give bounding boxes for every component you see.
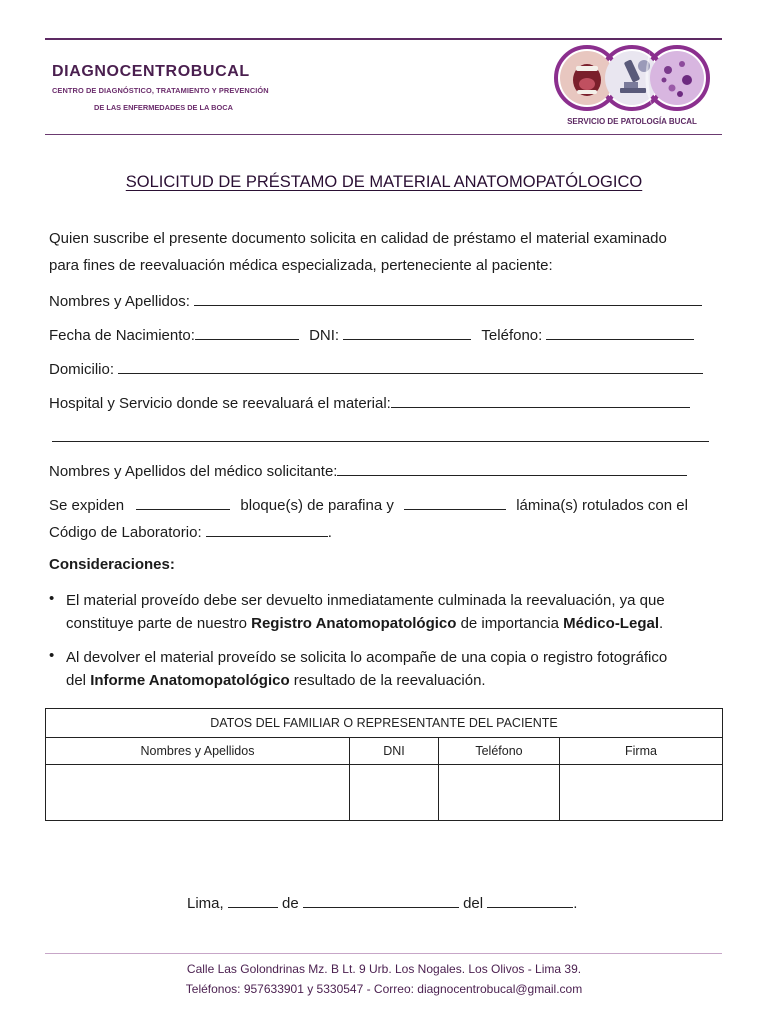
brand-subtitle-2: DE LAS ENFERMEDADES DE LA BOCA xyxy=(94,103,233,112)
hospital-blank-line-2[interactable] xyxy=(52,427,709,442)
considerations-heading: Consideraciones: xyxy=(49,556,175,573)
address-field xyxy=(49,359,703,378)
lab-code-field xyxy=(49,522,332,541)
date-de: de xyxy=(282,895,299,912)
consideration-1-bold-1: Registro Anatomopatológico xyxy=(251,615,457,632)
hospital-blank[interactable] xyxy=(391,393,690,408)
brand-block xyxy=(52,63,269,112)
paraffin-blocks-blank[interactable] xyxy=(136,495,230,510)
consideration-2-pre: del xyxy=(66,672,91,689)
patient-names-label: Nombres y Apellidos: xyxy=(49,293,190,310)
consideration-1-mid: de importancia xyxy=(456,615,564,632)
footer-contact: Teléfonos: 957633901 y 5330547 - Correo: diagnocentrobucal@gmail.com xyxy=(185,982,583,996)
brand-name: DIAGNOCENTROBUCAL xyxy=(52,63,250,80)
consideration-2-line-2 xyxy=(66,669,726,692)
bullet-1-icon: • xyxy=(49,590,55,607)
footer-address: Calle Las Golondrinas Mz. B Lt. 9 Urb. Los Nogales. Los Olivos - Lima 39. xyxy=(186,962,582,976)
header-top-rule xyxy=(45,38,722,40)
cell-signature[interactable] xyxy=(560,765,723,821)
family-table-title: DATOS DEL FAMILIAR O REPRESENTANTE DEL PACIENTE xyxy=(46,709,723,738)
intro-line-2: para fines de reevaluación médica especializada, perteneciente al paciente: xyxy=(49,257,553,274)
date-del: del xyxy=(463,895,484,912)
address-label: Domicilio: xyxy=(49,361,115,378)
column-header-names: Nombres y Apellidos xyxy=(46,738,350,765)
date-end: . xyxy=(573,895,578,912)
consideration-1 xyxy=(66,589,726,635)
slides-blank[interactable] xyxy=(404,495,506,510)
phone-label: Teléfono: xyxy=(481,327,543,344)
doctor-blank[interactable] xyxy=(337,461,687,476)
lab-code-label: Código de Laboratorio: xyxy=(49,524,202,541)
birth-dni-phone-row xyxy=(49,325,694,344)
logo-caption: SERVICIO DE PATOLOGÍA BUCAL xyxy=(567,117,697,126)
consideration-1-end: . xyxy=(659,615,664,632)
issued-post-label: lámina(s) rotulados con el xyxy=(516,497,688,514)
date-year-blank[interactable] xyxy=(487,893,573,908)
consideration-1-line-1: El material proveído debe ser devuelto inmediatamente culminada la reevaluación, ya que xyxy=(66,592,665,609)
footer-rule xyxy=(45,953,722,954)
column-header-dni: DNI xyxy=(350,738,439,765)
cell-names[interactable] xyxy=(46,765,350,821)
document-title: SOLICITUD DE PRÉSTAMO DE MATERIAL ANATOMOPATÓLOGICO xyxy=(125,173,643,191)
issued-row xyxy=(49,495,688,514)
consideration-1-line-2 xyxy=(66,612,726,635)
lab-code-blank[interactable] xyxy=(206,522,328,537)
hospital-field xyxy=(49,393,690,412)
bullet-2-icon: • xyxy=(49,647,55,664)
date-line xyxy=(187,893,577,912)
date-day-blank[interactable] xyxy=(228,893,278,908)
birth-date-label: Fecha de Nacimiento: xyxy=(49,327,195,344)
hospital-label: Hospital y Servicio donde se reevaluará el material: xyxy=(49,395,391,412)
family-data-table xyxy=(45,708,723,821)
brand-subtitle-1: CENTRO DE DIAGNÓSTICO, TRATAMIENTO Y PREVENCIÓN xyxy=(52,86,269,95)
column-header-phone: Teléfono xyxy=(439,738,560,765)
phone-blank[interactable] xyxy=(546,325,694,340)
consideration-1-pre: constituye parte de nuestro xyxy=(66,615,252,632)
patient-names-field xyxy=(49,291,702,310)
date-city: Lima, xyxy=(187,895,224,912)
issued-mid-label: bloque(s) de parafina y xyxy=(240,497,394,514)
consideration-2-bold: Informe Anatomopatológico xyxy=(90,672,290,689)
birth-date-blank[interactable] xyxy=(195,325,299,340)
dni-blank[interactable] xyxy=(343,325,471,340)
issued-pre-label: Se expiden xyxy=(49,497,125,514)
intro-line-1: Quien suscribe el presente documento solicita en calidad de préstamo el material examinado xyxy=(49,230,667,247)
patient-names-blank[interactable] xyxy=(194,291,702,306)
header-bottom-rule xyxy=(45,134,722,135)
consideration-2-end: resultado de la reevaluación. xyxy=(289,672,486,689)
hospital-continuation xyxy=(52,427,709,446)
consideration-2 xyxy=(66,646,726,692)
doctor-label: Nombres y Apellidos del médico solicitante: xyxy=(49,463,338,480)
cell-phone[interactable] xyxy=(439,765,560,821)
lab-code-end: . xyxy=(327,524,332,541)
table-row xyxy=(46,765,723,821)
dni-label: DNI: xyxy=(309,327,340,344)
consideration-2-line-1: Al devolver el material proveído se solicita lo acompañe de una copia o registro fotográfico xyxy=(66,649,668,666)
address-blank[interactable] xyxy=(118,359,703,374)
consideration-1-bold-2: Médico-Legal xyxy=(563,615,659,632)
doctor-field xyxy=(49,461,687,480)
column-header-signature: Firma xyxy=(560,738,723,765)
cell-dni[interactable] xyxy=(350,765,439,821)
date-month-blank[interactable] xyxy=(303,893,459,908)
